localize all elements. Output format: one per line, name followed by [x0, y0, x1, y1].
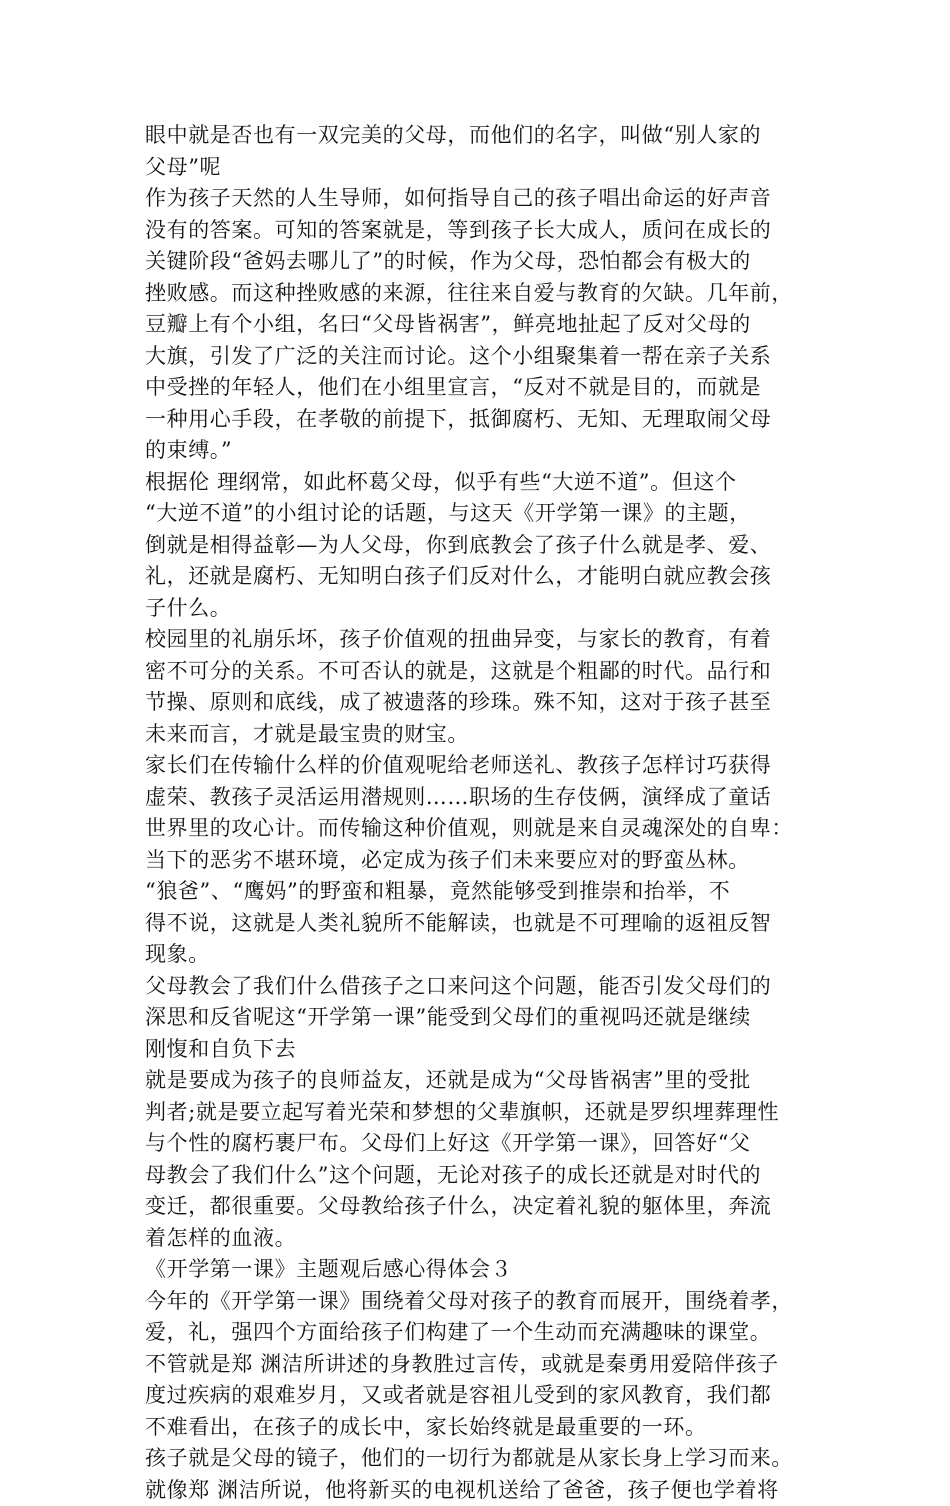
- text-line: 爱，礼，强四个方面给孩子们构建了一个生动而充满趣味的课堂。: [145, 1317, 813, 1349]
- text-line: 变迁，都很重要。父母教给孩子什么，决定着礼貌的躯体里，奔流: [145, 1191, 813, 1223]
- text-line: 眼中就是否也有一双完美的父母，而他们的名字，叫做“别人家的: [145, 120, 813, 152]
- text-line: 得不说，这就是人类礼貌所不能解读，也就是不可理喻的返祖反智: [145, 908, 813, 940]
- text-line: 现象。: [145, 939, 813, 971]
- text-line: 判者;就是要立起写着光荣和梦想的父辈旗帜，还就是罗织埋葬理性: [145, 1097, 813, 1129]
- text-line: 密不可分的关系。不可否认的就是，这就是个粗鄙的时代。品行和: [145, 656, 813, 688]
- text-line: 豆瓣上有个小组，名曰“父母皆祸害”，鲜亮地扯起了反对父母的: [145, 309, 813, 341]
- text-line: 中受挫的年轻人，他们在小组里宣言，“反对不就是目的，而就是: [145, 372, 813, 404]
- text-line: 不管就是郑 渊洁所讲述的身教胜过言传，或就是秦勇用爱陪伴孩子: [145, 1349, 813, 1381]
- text-line: 孩子就是父母的镜子，他们的一切行为都就是从家长身上学习而来。: [145, 1443, 813, 1475]
- text-line: 与个性的腐朽裹尸布。父母们上好这《开学第一课》，回答好“父: [145, 1128, 813, 1160]
- text-line: 世界里的攻心计。而传输这种价值观，则就是来自灵魂深处的自卑：: [145, 813, 813, 845]
- text-line: 校园里的礼崩乐坏，孩子价值观的扭曲异变，与家长的教育，有着: [145, 624, 813, 656]
- text-line: 今年的《开学第一课》围绕着父母对孩子的教育而展开，围绕着孝，: [145, 1286, 813, 1318]
- text-line: 父母”呢: [145, 152, 813, 184]
- text-line: 着怎样的血液。: [145, 1223, 813, 1255]
- text-line: 母教会了我们什么”这个问题，无论对孩子的成长还就是对时代的: [145, 1160, 813, 1192]
- text-line: 倒就是相得益彰—为人父母，你到底教会了孩子什么就是孝、爱、: [145, 530, 813, 562]
- text-line: 当下的恶劣不堪环境，必定成为孩子们未来要应对的野蛮丛林。: [145, 845, 813, 877]
- document-body: [145, 120, 813, 1506]
- text-line: 未来而言，才就是最宝贵的财宝。: [145, 719, 813, 751]
- text-line: 的束缚。”: [145, 435, 813, 467]
- section-heading: 《开学第一课》主题观后感心得体会３: [145, 1254, 813, 1286]
- text-line: 深思和反省呢这“开学第一课”能受到父母们的重视吗还就是继续: [145, 1002, 813, 1034]
- text-line: 虚荣、教孩子灵活运用潜规则……职场的生存伎俩，演绎成了童话: [145, 782, 813, 814]
- text-line: 一种用心手段，在孝敬的前提下，抵御腐朽、无知、无理取闹父母: [145, 404, 813, 436]
- text-line: 子什么。: [145, 593, 813, 625]
- text-line: 没有的答案。可知的答案就是，等到孩子长大成人，质问在成长的: [145, 215, 813, 247]
- text-line: 节操、原则和底线，成了被遗落的珍珠。殊不知，这对于孩子甚至: [145, 687, 813, 719]
- text-line: 作为孩子天然的人生导师，如何指导自己的孩子唱出命运的好声音: [145, 183, 813, 215]
- text-line: 礼，还就是腐朽、无知明白孩子们反对什么，才能明白就应教会孩: [145, 561, 813, 593]
- text-line: 大旗，引发了广泛的关注而讨论。这个小组聚集着一帮在亲子关系: [145, 341, 813, 373]
- text-line: “大逆不道”的小组讨论的话题，与这天《开学第一课》的主题，: [145, 498, 813, 530]
- text-line: 就是要成为孩子的良师益友，还就是成为“父母皆祸害”里的受批: [145, 1065, 813, 1097]
- text-line: 就像郑 渊洁所说，他将新买的电视机送给了爸爸，孩子便也学着将: [145, 1475, 813, 1506]
- text-line: 家长们在传输什么样的价值观呢给老师送礼、教孩子怎样讨巧获得: [145, 750, 813, 782]
- text-line: 刚愎和自负下去: [145, 1034, 813, 1066]
- text-line: 不难看出，在孩子的成长中，家长始终就是最重要的一环。: [145, 1412, 813, 1444]
- text-line: 关键阶段“爸妈去哪儿了”的时候，作为父母，恐怕都会有极大的: [145, 246, 813, 278]
- text-line: “狼爸”、“鹰妈”的野蛮和粗暴，竟然能够受到推崇和抬举，不: [145, 876, 813, 908]
- text-line: 度过疾病的艰难岁月，又或者就是容祖儿受到的家风教育，我们都: [145, 1380, 813, 1412]
- text-line: 父母教会了我们什么借孩子之口来问这个问题，能否引发父母们的: [145, 971, 813, 1003]
- text-line: 挫败感。而这种挫败感的来源，往往来自爱与教育的欠缺。几年前，: [145, 278, 813, 310]
- text-line: 根据伦 理纲常，如此杯葛父母，似乎有些“大逆不道”。但这个: [145, 467, 813, 499]
